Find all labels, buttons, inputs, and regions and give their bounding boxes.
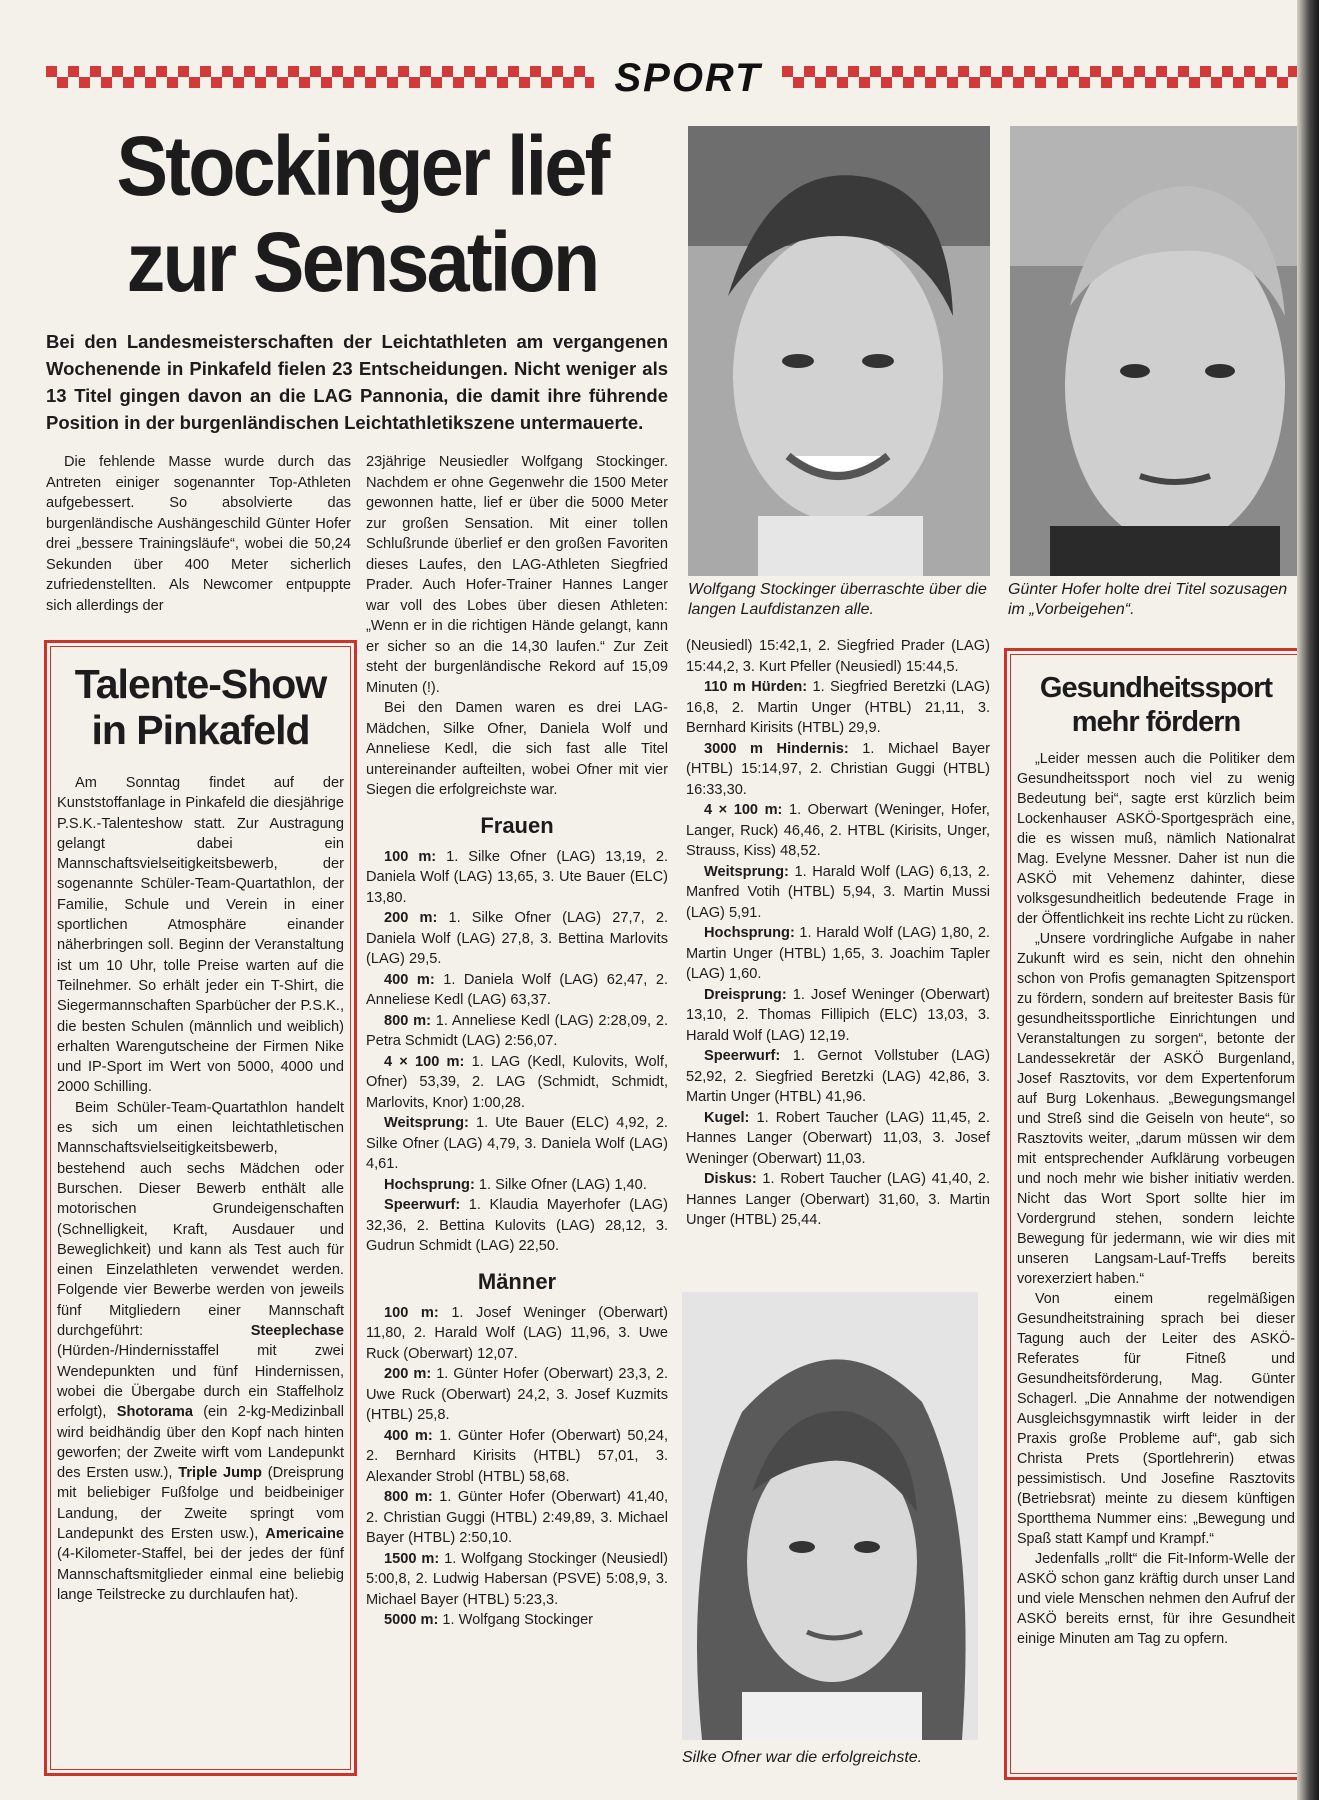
result-entry [366, 1426, 668, 1488]
subheading-frauen: Frauen [480, 812, 554, 838]
portrait-image [688, 126, 990, 576]
result-event: 3000 m Hindernis: [704, 740, 849, 757]
box-body [1017, 749, 1295, 1649]
box-body [57, 773, 344, 1605]
result-text: 1. Silke Ofner (LAG) 27,7, 2. Daniela Wolf (LAG) 27,8, 3. Bettina Marlovits (LAG) 29,5. [366, 910, 668, 967]
result-entry [366, 1610, 668, 1631]
result-text: 1. Josef Weninger (Oberwart) 11,80, 2. Harald Wolf (LAG) 11,96, 3. Uwe Ruck (Oberwart) 12,07. [366, 1304, 668, 1362]
box-talente-show [44, 640, 357, 1776]
checker-band-left [46, 66, 594, 88]
result-entry [366, 970, 668, 1011]
result-text: 1. Günter Hofer (Oberwart) 41,40, 2. Christian Guggi (HTBL) 2:49,89, 3. Michael Bayer (HTBL) 2:50,10. [366, 1489, 669, 1546]
result-text: 1. Oberwart (Weninger, Hofer, Langer, Ruck) 46,46, 2. HTBL (Kirisits, Unger, Strauss, Kiss) 48,52. [686, 802, 990, 859]
photo-stockinger [688, 126, 990, 576]
caption-stockinger: Wolfgang Stockinger überraschte über die langen Laufdistanzen alle. [688, 581, 987, 618]
section-label: SPORT [614, 56, 762, 100]
result-entry [686, 800, 990, 862]
result-text: 1. Klaudia Mayerhofer (LAG) 32,36, 2. Bettina Kulovits (LAG) 28,12, 3. Gudrun Schmidt (LAG) 22,50. [366, 1197, 668, 1254]
result-text: 1. Günter Hofer (Oberwart) 23,3, 2. Uwe Ruck (Oberwart) 24,2, 3. Josef Kuzmits (HTBL) 25,8. [366, 1366, 668, 1423]
result-event: 200 m: [384, 910, 438, 926]
event-name: Shotorama [116, 1404, 193, 1421]
result-entry [686, 862, 990, 924]
event-name: Triple Jump [178, 1465, 262, 1482]
result-event: 4 × 100 m: [384, 1053, 465, 1070]
result-event: Weitsprung: [704, 863, 789, 880]
result-entry [366, 1364, 668, 1426]
result-event: 800 m: [384, 1012, 431, 1029]
result-entry [366, 1175, 668, 1196]
result-event: Speerwurf: [704, 1048, 781, 1064]
result-event: 800 m: [384, 1489, 433, 1505]
result-event: Kugel: [704, 1109, 750, 1126]
photo-ofner [682, 1292, 978, 1740]
result-event: 100 m: [384, 848, 437, 865]
box-paragraph: „Leider messen auch die Politiker dem Gesundheitssport noch viel zu wenig Bedeutung bei“, sagte erst kürzlich beim Lockenhauser ASKÖ-Sportgespräch eine, die es wissen muß, nämlich Nationalrat Mag. Evelyne Messner. Daher ist nun die ASKÖ mit Vehemenz dahinter, diese volksgesundheitlich bedeutende Frage in der Öffentlichkeit ins rechte Licht zu rücken. [1017, 751, 1295, 927]
result-text: 1. Robert Taucher (LAG) 41,40, 2. Hannes Langer (Oberwart) 31,60, 3. Martin Unger (HTBL) 25,44. [686, 1171, 990, 1228]
result-text: 1. Daniela Wolf (LAG) 62,47, 2. Anneliese Kedl (LAG) 63,37. [366, 971, 668, 1008]
box-paragraph: Am Sonntag findet auf der Kunststoffanlage in Pinkafeld die diesjährige P.S.K.-Talenteshow statt. Zur Austragung gelangt dabei ein Mannschaftsvielseitigkeitsbewerb, der sogenannte Schüler-Team-Quartathlon, der Familie, Schule und Verein in einer sportlichen Atmosphäre einander näherbringen soll. Beginn der Veranstaltung ist um 10 Uhr, tolle Preise warten auf die Teilnehmer. So erhält jeder ein T-Shirt, die Siegermannschaften Sparbücher der P.S.K., die besten Schulen (männlich und weiblich) erhalten Warengutscheine der Firmen Nike und IP-Sport im Wert von 5000, 4000 und 2000 Schilling. [57, 775, 344, 1096]
result-text: 1. Robert Taucher (LAG) 11,45, 2. Hannes Langer (Oberwart) 11,03, 3. Josef Weninger (Oberwart) 11,03. [686, 1109, 990, 1167]
result-event: Speerwurf: [384, 1197, 461, 1213]
result-entry [366, 1113, 668, 1175]
result-event: Hochsprung: [384, 1176, 475, 1193]
result-text: 1. Gernot Vollstuber (LAG) 52,92, 2. Siegfried Beretzki (LAG) 42,86, 3. Martin Unger (HTBL) 41,96. [686, 1048, 990, 1105]
portrait-image [682, 1292, 978, 1740]
result-entry [686, 739, 990, 801]
result-event: Hochsprung: [704, 925, 795, 941]
result-text: 1. Silke Ofner (LAG) 13,19, 2. Daniela Wolf (LAG) 13,65, 3. Ute Bauer (ELC) 13,80. [366, 848, 668, 906]
box-text: (ein 2-kg-Medizinball wird beidhändig über den Kopf nach hinten geworfen; der Zweite wirft vom Landepunkt des Ersten usw.), [57, 1404, 344, 1482]
results-maenner-continued [686, 677, 990, 1231]
box-paragraph: Von einem regelmäßigen Gesundheitstraining sprach bei dieser Tagung auch der Leiter des ASKÖ-Referates für Fitneß und Gesundheitsförderung, Mag. Günter Schagerl. „Die Annahme der notwendigen Ausgleichsgymnastik wirft leider in der Praxis große Probleme auf“, gab sich Christa Prets (Sportlehrerin) etwas pessimistisch. Und Josefine Rasztovits (Betriebsrat) meinte zu diesem künftigen Sportthema Nummer eins: „Bewegung und Spaß statt Kampf und Krampf.“ [1017, 1291, 1295, 1547]
result-event: 200 m: [384, 1366, 432, 1382]
result-entry [366, 1303, 668, 1365]
result-entry [686, 985, 990, 1047]
portrait-image [1010, 126, 1310, 576]
box-gesundheitssport [1004, 648, 1308, 1780]
result-event: 5000 m: [384, 1612, 439, 1628]
result-entry [366, 1011, 668, 1052]
box-text: (Dreisprung mit beliebiger Fußfolge und beidbeiniger Landung, der Zweite springt vom Landepunkt des Ersten usw.), [57, 1465, 344, 1542]
headline: Stockinger lief zur Sensation [116, 119, 608, 309]
event-name: Americaine [265, 1525, 344, 1542]
result-text: 1. Wolfgang Stockinger [442, 1612, 594, 1628]
result-entry [686, 677, 990, 739]
result-text: 1. Wolfgang Stockinger (Neusiedl) 5:00,8, 2. Ludwig Habersan (PSVE) 5:08,9, 3. Michael Bayer (HTBL) 5:23,3. [366, 1550, 668, 1608]
article-col3 [686, 636, 990, 1231]
result-entry [686, 1169, 990, 1231]
result-entry [366, 847, 668, 909]
result-text: 1. Ute Bauer (ELC) 4,92, 2. Silke Ofner (LAG) 4,79, 3. Daniela Wolf (LAG) 4,61. [366, 1115, 668, 1172]
result-text: 1. Siegfried Beretzki (LAG) 16,8, 2. Martin Unger (HTBL) 21,11, 3. Bernhard Kirisits (HTBL) 29,9. [686, 679, 990, 736]
article-paragraph: (Neusiedl) 15:42,1, 2. Siegfried Prader (LAG) 15:44,2, 3. Kurt Pfeller (Neusiedl) 15:44,5. [686, 638, 990, 675]
article-paragraph: 23jährige Neusiedler Wolfgang Stockinger. Nachdem er ohne Gegenwehr die 1500 Meter gewonnen hatte, lief er über die 5000 Meter zur großen Sensation. Mit einer tollen Schlußrunde überlief er den großen Favoriten dieses Laufes, den LAG-Athleten Siegfried Prader. Auch Hofer-Trainer Hannes Langer war voll des Lobes über diesen Athleten: „Wenn er in die richtigen Hände gelangt, kann er sicher so an die 14,30 laufen.“ Zur Zeit steht der burgenländische Rekord auf 15,09 Minuten (!). [366, 454, 668, 696]
result-text: 1. Günter Hofer (Oberwart) 50,24, 2. Bernhard Kirisits (HTBL) 57,01, 3. Alexander Strobl (HTBL) 58,68. [366, 1427, 669, 1485]
article-col1 [46, 452, 351, 616]
result-event: 1500 m: [384, 1550, 440, 1567]
result-entry [686, 1108, 990, 1170]
result-text: 1. Michael Bayer (HTBL) 15:14,97, 2. Christian Guggi (HTBL) 16:33,30. [686, 740, 990, 798]
page-spine-shadow [1297, 0, 1319, 1800]
result-event: 110 m Hürden: [704, 679, 808, 695]
box-title: Talente-Show in Pinkafeld [74, 661, 327, 753]
event-name: Steeplechase [250, 1323, 344, 1340]
result-entry [366, 1487, 668, 1549]
results-maenner [366, 1303, 668, 1631]
caption-ofner: Silke Ofner war die erfolgreichste. [682, 1749, 923, 1766]
result-entry [366, 1195, 668, 1257]
result-entry [686, 1046, 990, 1108]
photo-hofer [1010, 126, 1310, 576]
article-col2 [366, 452, 668, 1631]
result-text: 1. LAG (Kedl, Kulovits, Wolf, Ofner) 53,39, 2. LAG (Schmidt, Schmidt, Marlovits, Knor) 1:00,28. [366, 1053, 668, 1111]
result-text: 1. Harald Wolf (LAG) 1,80, 2. Martin Unger (HTBL) 1,65, 3. Joachim Tapler (LAG) 1,60. [686, 925, 990, 982]
result-entry [366, 908, 668, 970]
result-event: Weitsprung: [384, 1115, 469, 1131]
result-text: 1. Josef Weninger (Oberwart) 13,10, 2. Thomas Fillipich (ELC) 13,03, 3. Harald Wolf (LAG) 12,19. [686, 986, 990, 1044]
subheading-maenner: Männer [477, 1268, 557, 1294]
box-paragraph [57, 1098, 344, 1605]
box-text: (4-Kilometer-Staffel, bei der jedes der fünf Mannschaftsmitglieder einmal eine beliebig lange Teilstrecke zu durchlaufen hat). [57, 1546, 344, 1603]
box-text: (Hürden-/Hindernisstaffel mit zwei Wendepunkten und fünf Hindernissen, wobei die Übergabe durch ein Staffelholz erfolgt), [57, 1343, 344, 1421]
article-paragraph: Bei den Damen waren es drei LAG-Mädchen, Silke Ofner, Daniela Wolf und Anneliese Kedl, die sich fast alle Titel untereinander aufteilten, wobei Ofner mit vier Siegen die erfolgreichste war. [366, 700, 668, 798]
checker-band-right [782, 66, 1297, 88]
result-text: 1. Silke Ofner (LAG) 1,40. [478, 1176, 647, 1193]
result-entry [686, 923, 990, 985]
result-text: 1. Harald Wolf (LAG) 6,13, 2. Manfred Votih (HTBL) 5,94, 3. Martin Mussi (LAG) 5,91. [686, 863, 990, 921]
box-text: Beim Schüler-Team-Quartathlon handelt es sich um einen leichtathletischen Mannschaftsvielseitigkeitsbewerb, bestehend auch sechs Mädchen oder Burschen. Dieser Bewerb enthält alle motorischen Grundeigenschaften (Schnelligkeit, Kraft, Ausdauer und Beweglichkeit) und kann als Test auch für einen Einzelathleten verwendet werden. Folgende vier Bewerbe werden von jeweils fünf Mitgliedern einer Mannschaft durchgeführt: [57, 1099, 344, 1340]
result-event: Dreisprung: [704, 986, 787, 1003]
box-title: Gesundheitssport mehr fördern [1039, 672, 1273, 738]
result-event: Diskus: [704, 1171, 757, 1187]
result-event: 400 m: [384, 1427, 433, 1444]
result-text: 1. Anneliese Kedl (LAG) 2:28,09, 2. Petra Schmidt (LAG) 2:56,07. [366, 1012, 668, 1049]
result-entry [366, 1549, 668, 1611]
box-paragraph: „Unsere vordringliche Aufgabe in naher Zukunft wird es sein, nicht den ohnehin schon von Profis gemanagten Spitzensport zu fördern, sondern auf breitester Basis für gesundheitssportliche Einrichtungen und Veranstaltungen zu sorgen“, betonte der Landessekretär der ASKÖ Burgenland, Josef Rasztovits, vor dem Expertenforum auf Burg Lokenhaus. „Bewegungsmangel und Streß sind die Geiseln von heute“, so Rasztovits weiter, „darum müssen wir dem mit entsprechender Aufklärung vorbeugen und noch mehr wie bisher initiativ werden. Nicht das Wort Sport sollte hier im Vordergrund stehen, sondern leichte Bewegung für jedermann, wie wir dies mit unseren Langsam-Lauf-Treffs bereits vorexerziert haben.“ [1017, 931, 1295, 1287]
result-event: 400 m: [384, 971, 435, 988]
lead-paragraph: Bei den Landesmeisterschaften der Leichtathleten am vergangenen Wochenende in Pinkafeld fielen 23 Entscheidungen. Nicht weniger als 13 Titel gingen davon an die LAG Pannonia, die damit ihre führende Position in der burgenländischen Leichtathletikszene untermauerte. [46, 331, 668, 433]
result-entry [366, 1052, 668, 1114]
article-paragraph: Die fehlende Masse wurde durch das Antreten einiger sogenannter Top-Athleten aufgebessert. So absolvierte das burgenländische Aushängeschild Günter Hofer drei „bessere Trainingsläufe“, wobei die 50,24 Sekunden über 400 Meter sicherlich zufriedenstellten. Als Newcomer entpuppte sich allerdings der [46, 454, 351, 614]
result-event: 4 × 100 m: [704, 802, 783, 818]
box-paragraph: Jedenfalls „rollt“ die Fit-Inform-Welle der ASKÖ schon ganz kräftig durch unser Land und viele Menschen nehmen den Aufruf der ASKÖ bereits ernst, für ihre Gesundheit einige Minuten am Tag zu opfern. [1017, 1551, 1295, 1647]
caption-hofer: Günter Hofer holte drei Titel sozusagen im „Vorbeigehen“. [1008, 581, 1288, 618]
results-frauen [366, 847, 668, 1257]
result-event: 100 m: [384, 1304, 439, 1321]
